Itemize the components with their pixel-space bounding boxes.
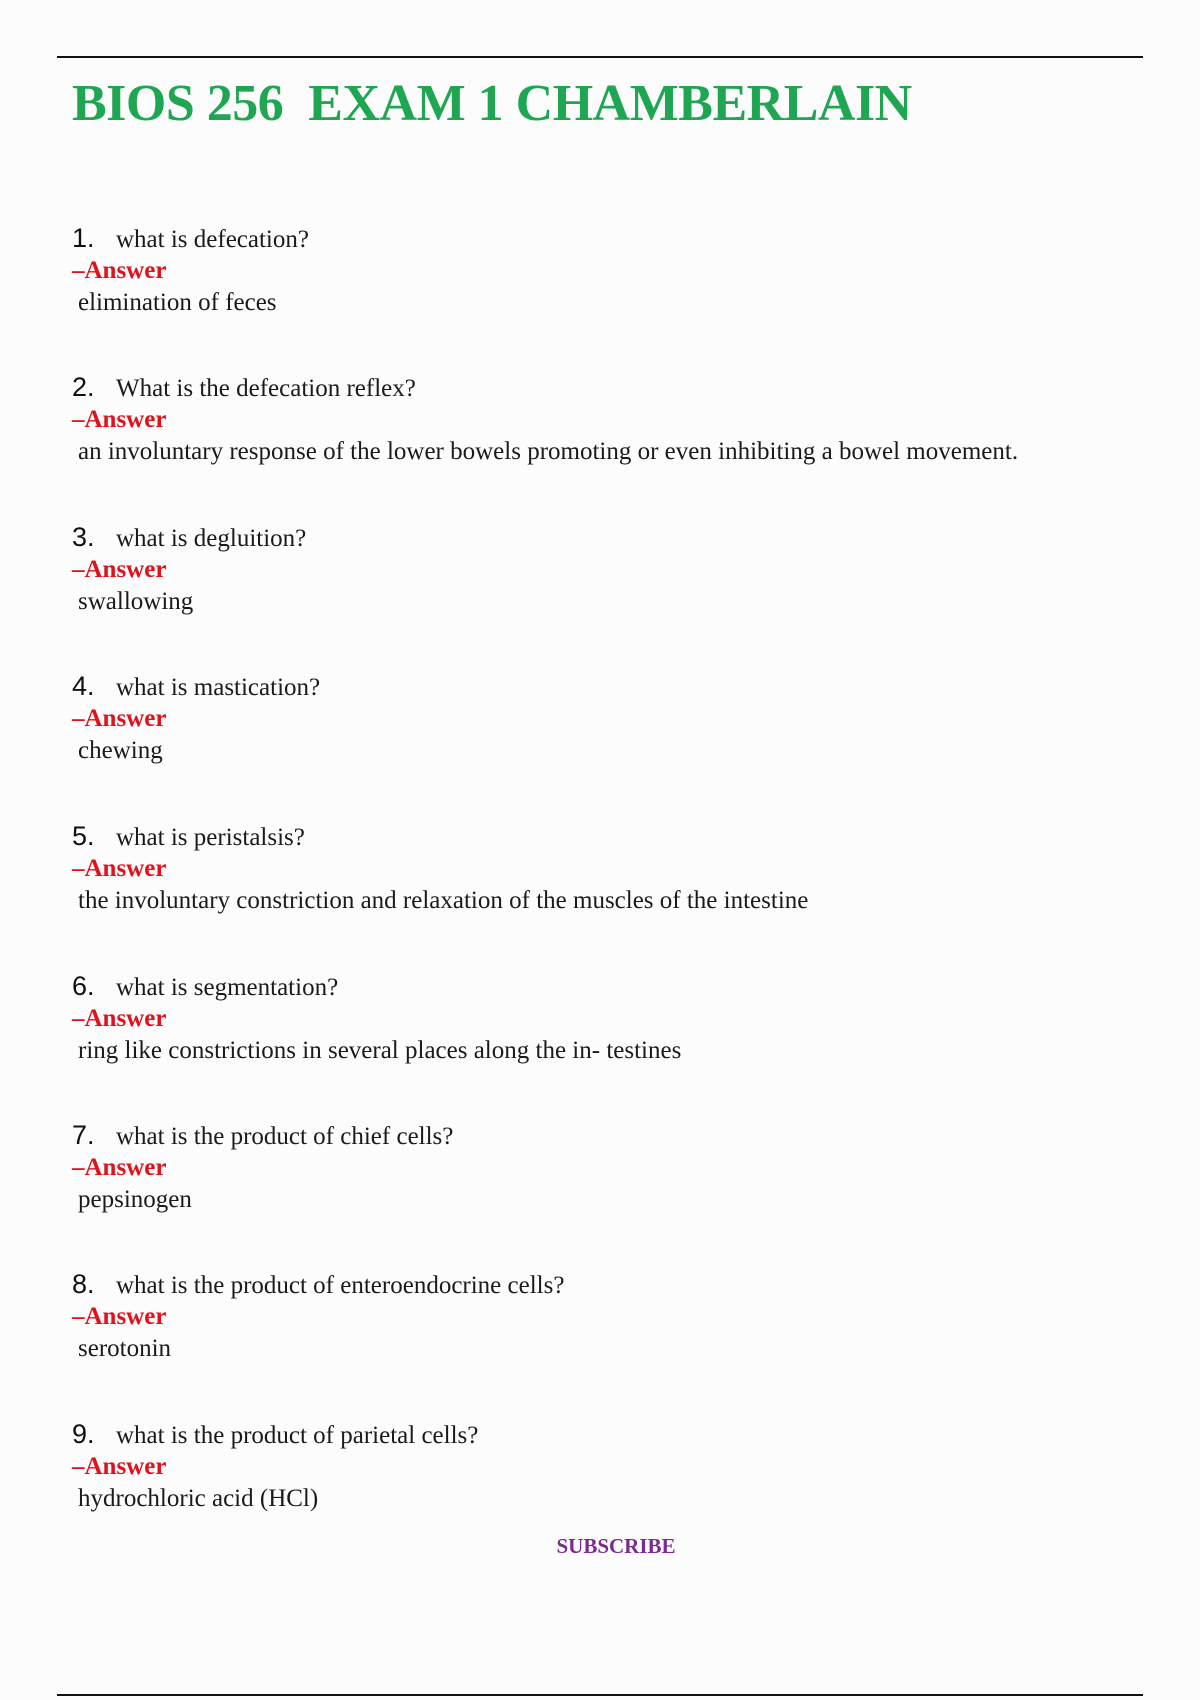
question-item	[0, 970, 1200, 1090]
question-text: what is defecation?	[116, 226, 309, 253]
answer-label: –Answer	[72, 1154, 167, 1181]
question-text: what is the product of chief cells?	[116, 1123, 454, 1150]
question-number: 1.	[72, 223, 95, 253]
question-number: 4.	[72, 671, 95, 701]
question-text: what is peristalsis?	[116, 824, 305, 851]
answer-text: serotonin	[78, 1335, 172, 1362]
answer-text: hydrochloric acid (HCl)	[78, 1485, 319, 1512]
answer-label: –Answer	[72, 705, 167, 732]
question-item	[0, 222, 1200, 342]
answer-label: –Answer	[72, 855, 167, 882]
question-item	[0, 1418, 1200, 1538]
subscribe-link[interactable]: SUBSCRIBE	[556, 1534, 676, 1558]
answer-label: –Answer	[72, 1453, 167, 1480]
answer-label: –Answer	[72, 257, 167, 284]
answer-label: –Answer	[72, 556, 167, 583]
question-item	[0, 521, 1200, 641]
answer-label: –Answer	[72, 406, 167, 433]
question-line	[72, 371, 416, 403]
question-text: what is segmentation?	[116, 974, 339, 1001]
document-title: BIOS 256 EXAM 1 CHAMBERLAIN	[72, 75, 912, 132]
question-item	[0, 670, 1200, 790]
question-line	[72, 820, 305, 852]
question-item	[0, 820, 1200, 940]
question-line	[72, 670, 320, 702]
question-number: 7.	[72, 1120, 95, 1150]
question-text: what is mastication?	[116, 674, 321, 701]
question-number: 2.	[72, 372, 95, 402]
answer-text: swallowing	[78, 588, 194, 615]
answer-text: ring like constrictions in several places along the in- testines	[78, 1037, 682, 1064]
question-line	[72, 1418, 478, 1450]
question-item	[0, 1119, 1200, 1239]
question-line	[72, 970, 338, 1002]
answer-text: chewing	[78, 737, 163, 764]
question-text: what is the product of parietal cells?	[116, 1422, 479, 1449]
question-number: 8.	[72, 1269, 95, 1299]
answer-label: –Answer	[72, 1005, 167, 1032]
answer-text: the involuntary constriction and relaxation of the muscles of the intestine	[78, 887, 809, 914]
question-line	[72, 1119, 453, 1151]
question-line	[72, 521, 306, 553]
answer-text: an involuntary response of the lower bowels promoting or even inhibiting a bowel movement.	[78, 438, 1019, 465]
bottom-rule	[57, 1694, 1143, 1696]
question-item	[0, 1268, 1200, 1388]
question-text: What is the defecation reflex?	[116, 375, 416, 402]
answer-text: elimination of feces	[78, 289, 277, 316]
question-item	[0, 371, 1200, 491]
answer-text: pepsinogen	[78, 1186, 192, 1213]
question-number: 6.	[72, 971, 95, 1001]
answer-label: –Answer	[72, 1303, 167, 1330]
question-line	[72, 1268, 564, 1300]
question-number: 5.	[72, 821, 95, 851]
question-number: 9.	[72, 1419, 95, 1449]
question-number: 3.	[72, 522, 95, 552]
question-text: what is degluition?	[116, 525, 307, 552]
question-line	[72, 222, 309, 254]
question-text: what is the product of enteroendocrine cells?	[116, 1272, 565, 1299]
